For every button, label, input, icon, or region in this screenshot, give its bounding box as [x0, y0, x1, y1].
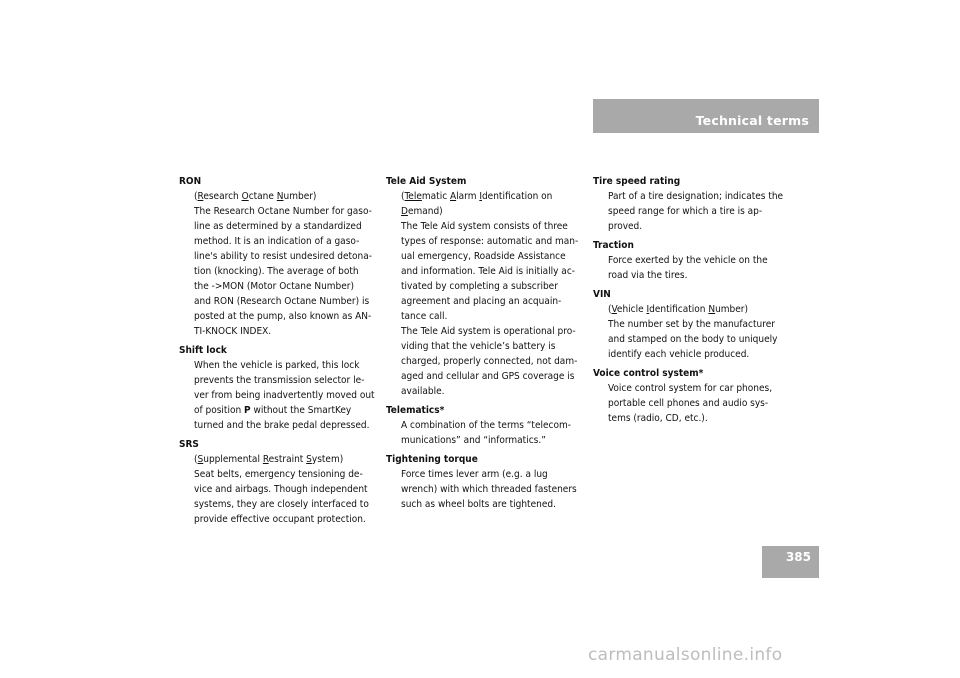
definition-line	[386, 264, 586, 279]
definition-line	[593, 302, 793, 317]
definition-line	[386, 482, 586, 497]
definition-line	[593, 396, 793, 411]
definition-line	[179, 219, 379, 234]
definition-line	[386, 219, 586, 234]
definition-line	[593, 204, 793, 219]
definition-text: portable cell phones and audio sys-	[608, 398, 769, 409]
definition-text: systems, they are closely interfaced to	[194, 499, 369, 510]
definition-line	[179, 373, 379, 388]
glossary-column-1	[179, 174, 379, 531]
definition-text: method. It is an indication of a gaso-	[194, 236, 360, 247]
glossary-entry	[386, 452, 586, 512]
definition-text: D	[401, 206, 408, 217]
definition-text: The Tele Aid system is operational pro-	[401, 326, 576, 337]
definition-text: of position	[194, 405, 245, 416]
definition-text: upplemental	[203, 454, 263, 465]
glossary-entry	[593, 174, 793, 234]
definition-line	[179, 294, 379, 309]
definition-line	[593, 189, 793, 204]
definition-text: agreement and placing an acquain-	[401, 296, 562, 307]
definition-text: dentification	[649, 304, 709, 315]
definition-line	[593, 411, 793, 426]
definition-line	[179, 279, 379, 294]
definition-text: such as wheel bolts are tightened.	[401, 499, 556, 510]
glossary-entry	[386, 174, 586, 399]
definition-text: V	[611, 304, 617, 315]
definition-line	[593, 317, 793, 332]
definition-text: I	[646, 304, 650, 315]
glossary-entry	[179, 437, 379, 527]
definition-text: N	[276, 191, 284, 202]
definition-line	[179, 204, 379, 219]
glossary-term: Traction	[593, 240, 634, 251]
definition-text: and stamped on the body to uniquely	[608, 334, 778, 345]
definition-text: R	[262, 454, 269, 465]
glossary-term: Voice control system*	[593, 368, 704, 379]
definition-text: Force times lever arm (e.g. a lug	[401, 469, 548, 480]
definition-line	[179, 452, 379, 467]
glossary-term: Tire speed rating	[593, 176, 681, 187]
definition-line	[386, 354, 586, 369]
definition-text: The Tele Aid system consists of three	[401, 221, 568, 232]
glossary-term: RON	[179, 176, 202, 187]
glossary-term: Tele Aid System	[386, 176, 467, 187]
definition-text: N	[708, 304, 716, 315]
definition-line	[593, 332, 793, 347]
glossary-entry	[593, 287, 793, 362]
definition-text: Seat belts, emergency tensioning de-	[194, 469, 363, 480]
definition-text: matic	[421, 191, 450, 202]
definition-line	[386, 294, 586, 309]
definition-text: umber)	[715, 304, 749, 315]
definition-line	[386, 339, 586, 354]
definition-line	[179, 249, 379, 264]
definition-text: tivated by completing a subscriber	[401, 281, 558, 292]
glossary-entry	[593, 238, 793, 283]
definition-text: aged and cellular and GPS coverage is	[401, 371, 575, 382]
definition-line	[386, 234, 586, 249]
definition-text: available.	[401, 386, 445, 397]
definition-line	[179, 189, 379, 204]
definition-line	[179, 512, 379, 527]
definition-text: viding that the vehicle’s battery is	[401, 341, 556, 352]
definition-text: S	[197, 454, 204, 465]
definition-line	[593, 347, 793, 362]
definition-line	[179, 309, 379, 324]
definition-text: O	[241, 191, 249, 202]
definition-text: road via the tires.	[608, 270, 688, 281]
definition-text: S	[306, 454, 312, 465]
glossary-term: Tightening torque	[386, 454, 478, 465]
definition-line	[386, 418, 586, 433]
definition-line	[179, 403, 379, 418]
section-header	[593, 99, 819, 133]
definition-text: TI-KNOCK INDEX.	[194, 326, 272, 337]
definition-text: types of response: automatic and man-	[401, 236, 579, 247]
definition-line	[179, 234, 379, 249]
glossary-column-2	[386, 174, 586, 516]
definition-text: The number set by the manufacturer	[608, 319, 775, 330]
definition-text: Voice control system for car phones,	[608, 383, 773, 394]
definition-text: ehicle	[616, 304, 647, 315]
definition-line	[386, 324, 586, 339]
definition-text: provide effective occupant protection.	[194, 514, 366, 525]
glossary-term: SRS	[179, 439, 199, 450]
definition-text: munications” and “informatics.”	[401, 435, 546, 446]
definition-line	[593, 253, 793, 268]
definition-line	[386, 189, 586, 204]
definition-line	[386, 249, 586, 264]
definition-line	[593, 219, 793, 234]
definition-line	[179, 358, 379, 373]
glossary-term: Shift lock	[179, 345, 227, 356]
definition-text: ystem)	[311, 454, 344, 465]
definition-line	[386, 433, 586, 448]
definition-line	[179, 418, 379, 433]
definition-text: (	[608, 304, 612, 315]
definition-text: (	[194, 191, 198, 202]
definition-text: tance call.	[401, 311, 448, 322]
page-number: 385	[785, 550, 811, 564]
definition-line	[179, 497, 379, 512]
section-title: Technical terms	[695, 113, 809, 128]
glossary-term: VIN	[593, 289, 611, 300]
definition-line	[593, 381, 793, 396]
definition-text: and RON (Research Octane Number) is	[194, 296, 370, 307]
definition-line	[179, 467, 379, 482]
definition-text: identify each vehicle produced.	[608, 349, 750, 360]
definition-line	[386, 369, 586, 384]
definition-text: and information. Tele Aid is initially ac-	[401, 266, 576, 277]
definition-line	[593, 268, 793, 283]
definition-text: ual emergency, Roadside Assistance	[401, 251, 566, 262]
definition-text: proved.	[608, 221, 643, 232]
definition-line	[179, 388, 379, 403]
definition-text: P	[244, 405, 251, 416]
definition-text: A combination of the terms “telecom-	[401, 420, 571, 431]
definition-text: line as determined by a standardized	[194, 221, 362, 232]
definition-text: ctane	[248, 191, 277, 202]
definition-line	[386, 467, 586, 482]
glossary-entry	[386, 403, 586, 448]
definition-text: charged, properly connected, not dam-	[401, 356, 578, 367]
definition-line	[386, 497, 586, 512]
definition-line	[179, 264, 379, 279]
definition-text: emand)	[407, 206, 443, 217]
definition-text: Tele	[404, 191, 422, 202]
definition-text: the ->MON (Motor Octane Number)	[194, 281, 355, 292]
definition-text: tion (knocking). The average of both	[194, 266, 359, 277]
watermark: carmanualsonline.info	[588, 645, 783, 665]
definition-line	[386, 204, 586, 219]
glossary-column-3	[593, 174, 793, 430]
definition-text: esearch	[203, 191, 242, 202]
definition-text: R	[197, 191, 204, 202]
definition-line	[179, 482, 379, 497]
definition-text: tems (radio, CD, etc.).	[608, 413, 708, 424]
definition-text: (	[401, 191, 405, 202]
definition-text: without the SmartKey	[250, 405, 352, 416]
definition-text: dentification on	[481, 191, 553, 202]
definition-text: turned and the brake pedal depressed.	[194, 420, 370, 431]
page-number-box	[762, 546, 819, 578]
definition-text: I	[479, 191, 482, 202]
glossary-entry	[179, 343, 379, 433]
glossary-term: Telematics*	[386, 405, 445, 416]
definition-text: When the vehicle is parked, this lock	[194, 360, 360, 371]
glossary-entry	[179, 174, 379, 339]
definition-text: ver from being inadvertently moved out	[194, 390, 375, 401]
definition-text: A	[450, 191, 457, 202]
definition-line	[179, 324, 379, 339]
definition-text: prevents the transmission selector le-	[194, 375, 365, 386]
definition-text: line's ability to resist undesired detona-	[194, 251, 373, 262]
definition-text: speed range for which a tire is ap-	[608, 206, 763, 217]
definition-text: umber)	[283, 191, 317, 202]
definition-text: posted at the pump, also known as AN-	[194, 311, 372, 322]
glossary-entry	[593, 366, 793, 426]
definition-text: The Research Octane Number for gaso-	[194, 206, 372, 217]
definition-line	[386, 279, 586, 294]
definition-text: wrench) with which threaded fasteners	[401, 484, 577, 495]
definition-text: (	[194, 454, 198, 465]
definition-text: Part of a tire designation; indicates the	[608, 191, 784, 202]
definition-text: larm	[456, 191, 480, 202]
definition-text: estraint	[268, 454, 307, 465]
definition-line	[386, 309, 586, 324]
definition-text: Force exerted by the vehicle on the	[608, 255, 768, 266]
definition-line	[386, 384, 586, 399]
definition-text: vice and airbags. Though independent	[194, 484, 368, 495]
